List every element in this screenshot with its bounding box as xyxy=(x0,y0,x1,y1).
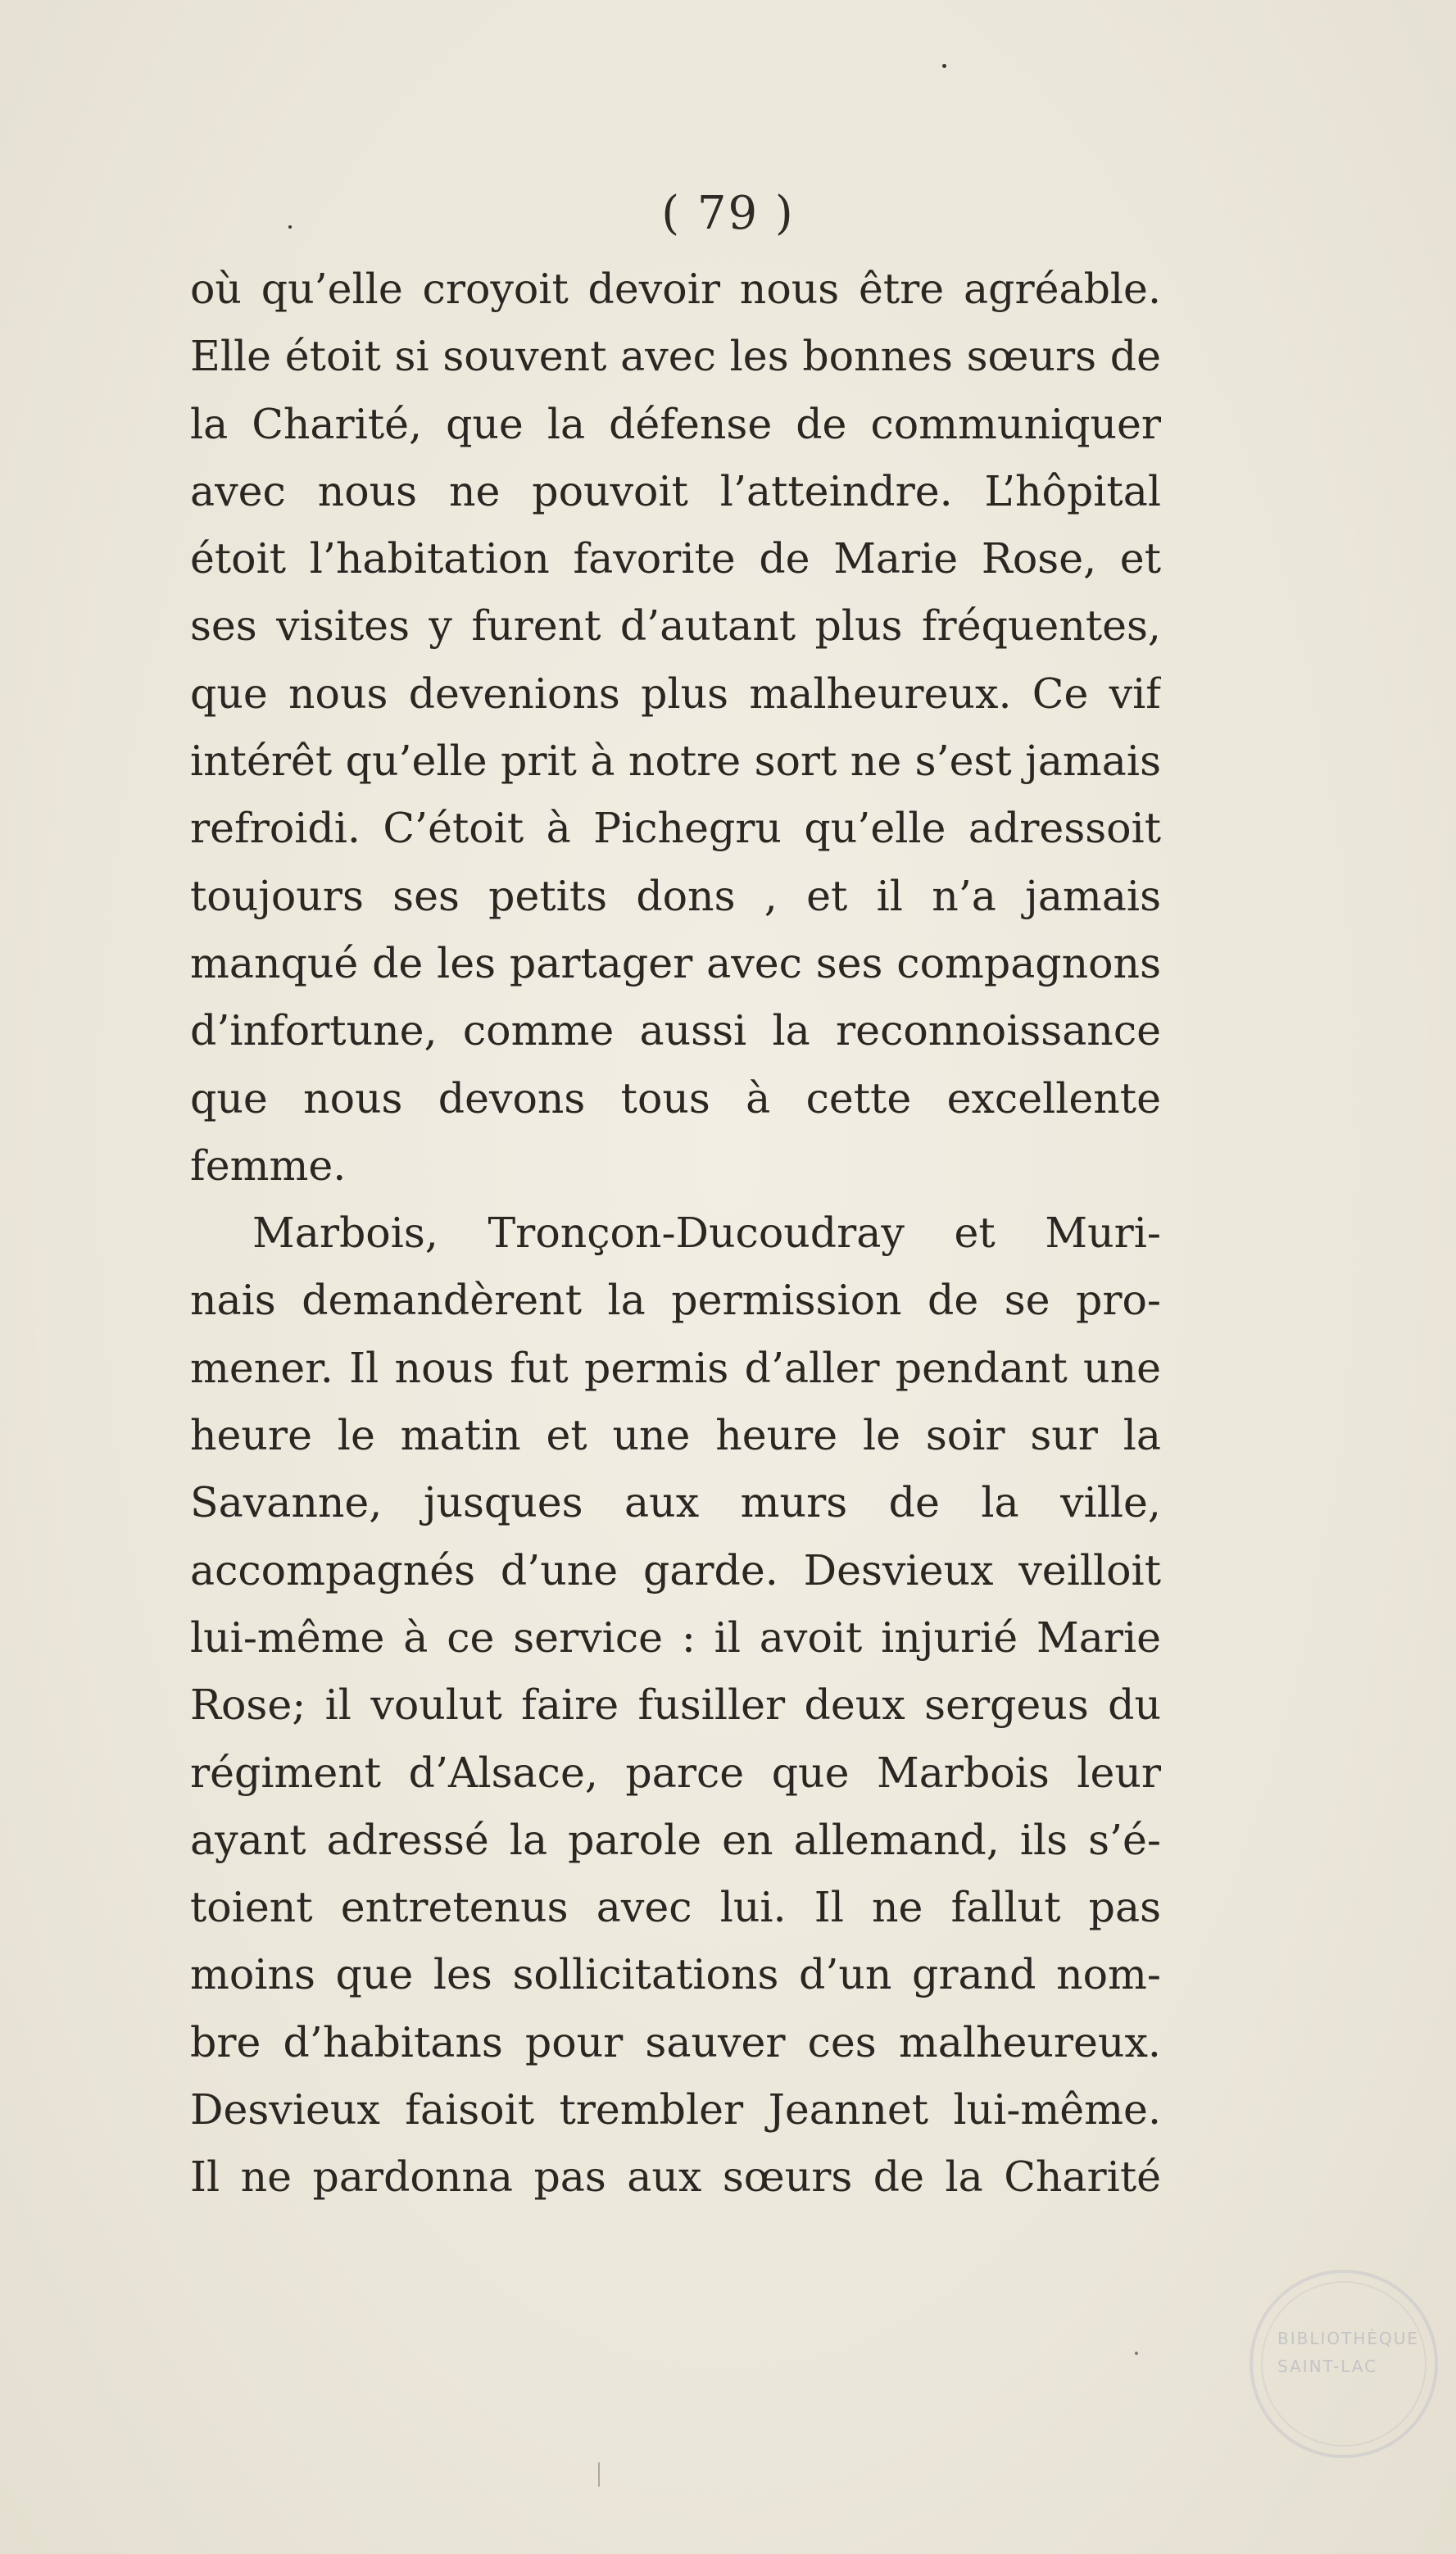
text-line: étoit l’habitation favorite de Marie Rose, et xyxy=(190,534,1161,583)
text-line: Rose; il voulut faire fusiller deux sergeus du xyxy=(190,1681,1161,1730)
text-line: lui-même à ce service : il avoit injurié Marie xyxy=(190,1613,1161,1662)
text-line: Elle étoit si souvent avec les bonnes sœurs de xyxy=(190,332,1161,381)
text-line: que nous devons tous à cette excellente xyxy=(190,1073,1161,1123)
body-text xyxy=(190,256,1161,2212)
ink-speck xyxy=(288,225,292,229)
text-line: refroidi. C’étoit à Pichegru qu’elle adressoit xyxy=(190,804,1161,853)
library-stamp-text: BIBLIOTHÈQUE xyxy=(1277,2329,1420,2348)
text-line: où qu’elle croyoit devoir nous être agréable. xyxy=(190,265,1161,313)
text-line: manqué de les partager avec ses compagnons xyxy=(190,938,1161,987)
library-stamp-text: SAINT-LAC xyxy=(1277,2357,1378,2376)
text-line: bre d’habitans pour sauver ces malheureux. xyxy=(190,2017,1161,2066)
text-line: nais demandèrent la permission de se pro- xyxy=(190,1276,1161,1325)
text-line: accompagnés d’une garde. Desvieux veilloit xyxy=(190,1545,1161,1595)
text-line: intérêt qu’elle prit à notre sort ne s’est jamais xyxy=(190,737,1161,786)
library-stamp xyxy=(1250,2270,1438,2458)
text-line: femme. xyxy=(190,1141,347,1190)
text-line: moins que les sollicitations d’un grand nom- xyxy=(190,1950,1161,1999)
text-line: toujours ses petits dons , et il n’a jamais xyxy=(190,871,1161,920)
ink-speck xyxy=(598,2462,600,2487)
page-number: ( 79 ) xyxy=(661,187,795,240)
text-line: la Charité, que la défense de communiquer xyxy=(190,399,1161,448)
text-line: avec nous ne pouvoit l’atteindre. L’hôpital xyxy=(190,466,1161,515)
text-line: régiment d’Alsace, parce que Marbois leur xyxy=(190,1748,1161,1797)
text-line: Desvieux faisoit trembler Jeannet lui-même. xyxy=(190,2085,1161,2134)
text-line: ses visites y furent d’autant plus fréquentes, xyxy=(190,601,1161,651)
text-line: que nous devenions plus malheureux. Ce vif xyxy=(190,669,1161,718)
paragraph-start-line: Marbois, Tronçon-Ducoudray et Muri- xyxy=(252,1209,1161,1258)
text-line: ayant adressé la parole en allemand, ils s’é- xyxy=(190,1815,1161,1864)
text-line: Il ne pardonna pas aux sœurs de la Charité xyxy=(190,2153,1161,2202)
ink-speck xyxy=(942,64,946,68)
text-line: mener. Il nous fut permis d’aller pendant une xyxy=(190,1343,1161,1392)
ink-speck xyxy=(1135,2352,1138,2355)
text-line: Savanne, jusques aux murs de la ville, xyxy=(190,1478,1161,1527)
text-line: heure le matin et une heure le soir sur la xyxy=(190,1411,1161,1460)
text-line: toient entretenus avec lui. Il ne fallut pas xyxy=(190,1883,1161,1932)
text-line: d’infortune, comme aussi la reconnoissance xyxy=(190,1006,1161,1055)
